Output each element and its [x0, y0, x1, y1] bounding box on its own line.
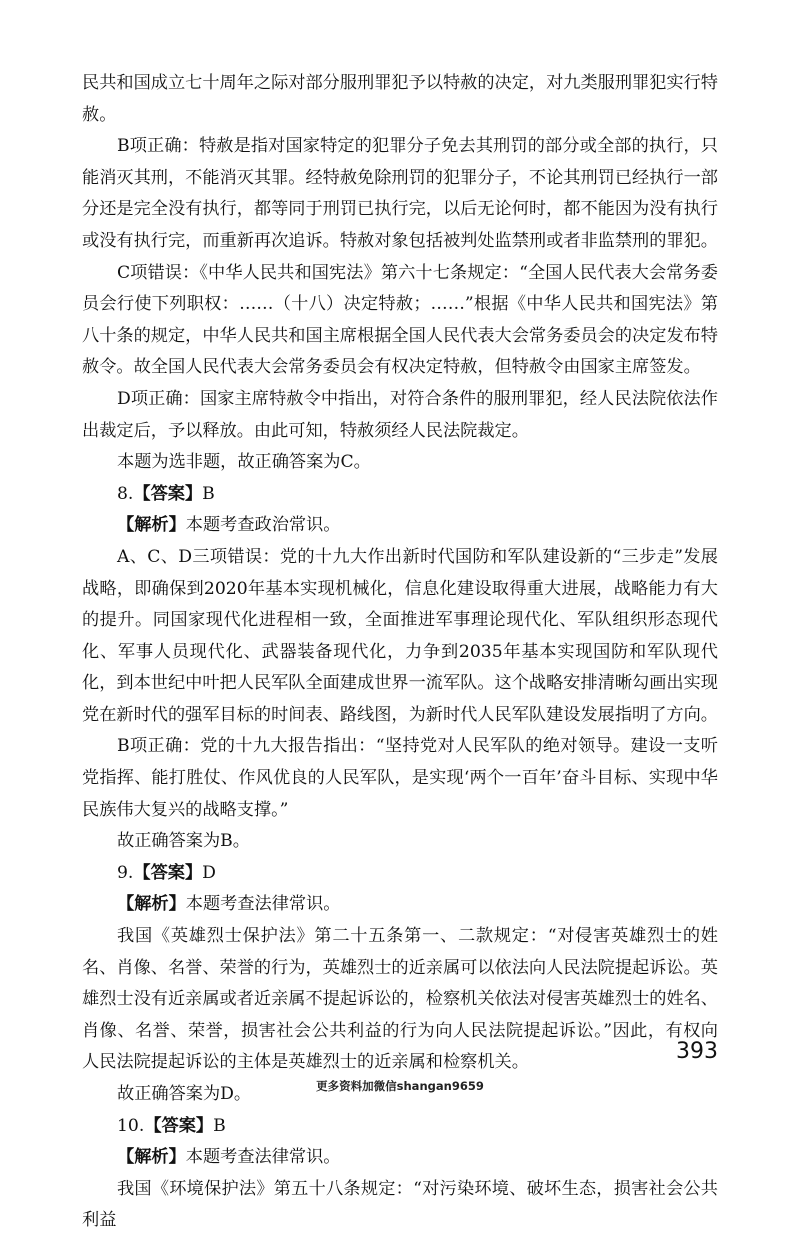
paragraph-option-c: C项错误：《中华人民共和国宪法》第六十七条规定：“全国人民代表大会常务委员会行使下列职权：……（十八）决定特赦；……”根据《中华人民共和国宪法》第八十条的规定，中华人民共和国主席根据全国人民代表大会常务委员会的决定发布特赦令。故全国人民代表大会常务委员会有权决定特赦，但特赦令由国家主席签发。 — [82, 262, 718, 378]
footer-watermark: 更多资料加微信shangan9659 — [316, 1079, 484, 1093]
paragraph-q9-conclusion: 故正确答案为D。 — [117, 1084, 252, 1104]
answer-line-9: 9.【答案】D — [117, 862, 216, 883]
answer-tag: 【答案】 — [133, 862, 203, 883]
analysis-tag: 【解析】 — [117, 1147, 186, 1168]
analysis-tag: 【解析】 — [117, 515, 186, 536]
page-content — [82, 68, 718, 1237]
answer-line-10: 10.【答案】B — [117, 1115, 226, 1136]
analysis-line-10: 【解析】本题考查法律常识。 — [117, 1147, 341, 1168]
paragraph-q8-acd: A、C、D三项错误：党的十九大作出新时代国防和军队建设新的“三步走”发展战略，即确保到2020年基本实现机械化，信息化建设取得重大进展，战略能力有大的提升。同国家现代化进程相一致，全面推进军事理论现代化、军队组织形态现代化、军事人员现代化、武器装备现代化，力争到2035年基本实现国防和军队现代化，到本世纪中叶把人民军队全面建成世界一流军队。这个战略安排清晰勾画出实现党在新时代的强军目标的时间表、路线图，为新时代人民军队建设发展指明了方向。 — [82, 546, 718, 725]
analysis-tag: 【解析】 — [117, 894, 186, 915]
paragraph-option-d: D项正确：国家主席特赦令中指出，对符合条件的服刑罪犯，经人民法院依法作出裁定后，予以释放。由此可知，特赦须经人民法院裁定。 — [82, 388, 718, 441]
paragraph-option-b: B项正确：特赦是指对国家特定的犯罪分子免去其刑罚的部分或全部的执行，只能消灭其刑，不能消灭其罪。经特赦免除刑罚的犯罪分子，不论其刑罚已经执行一部分还是完全没有执行，都等同于刑罚已执行完，以后无论何时，都不能因为没有执行或没有执行完，而重新再次追诉。特赦对象包括被判处监禁刑或者非监禁刑的罪犯。 — [82, 136, 718, 251]
page-number: 393 — [676, 1039, 718, 1064]
paragraph-conclusion: 本题为选非题，故正确答案为C。 — [117, 452, 371, 473]
paragraph-continued: 民共和国成立七十周年之际对部分服刑罪犯予以特赦的决定，对九类服刑罪犯实行特赦。 — [82, 73, 718, 125]
paragraph-q8-conclusion: 故正确答案为B。 — [117, 831, 250, 852]
analysis-line-9: 【解析】本题考查法律常识。 — [117, 894, 341, 915]
paragraph-q9-law: 我国《英雄烈士保护法》第二十五条第一、二款规定：“对侵害英雄烈士的姓名、肖像、名誉、荣誉的行为，英雄烈士的近亲属可以依法向人民法院提起诉讼。英雄烈士没有近亲属或者近亲属不提起诉讼的，检察机关依法对侵害英雄烈士的姓名、肖像、名誉、荣誉，损害社会公共利益的行为向人民法院提起诉讼。”因此，有权向人民法院提起诉讼的主体是英雄烈士的近亲属和检察机关。 — [82, 926, 718, 1073]
answer-tag: 【答案】 — [144, 1115, 214, 1136]
analysis-line-8: 【解析】本题考查政治常识。 — [117, 515, 341, 536]
paragraph-q10-law: 我国《环境保护法》第五十八条规定：“对污染环境、破坏生态，损害社会公共利益 — [82, 1178, 718, 1231]
answer-tag: 【答案】 — [133, 483, 203, 504]
paragraph-q8-b: B项正确：党的十九大报告指出：“坚持党对人民军队的绝对领导。建设一支听党指挥、能打胜仗、作风优良的人民军队，是实现‘两个一百年’奋斗目标、实现中华民族伟大复兴的战略支撑。” — [82, 736, 718, 820]
answer-line-8: 8.【答案】B — [117, 483, 215, 504]
